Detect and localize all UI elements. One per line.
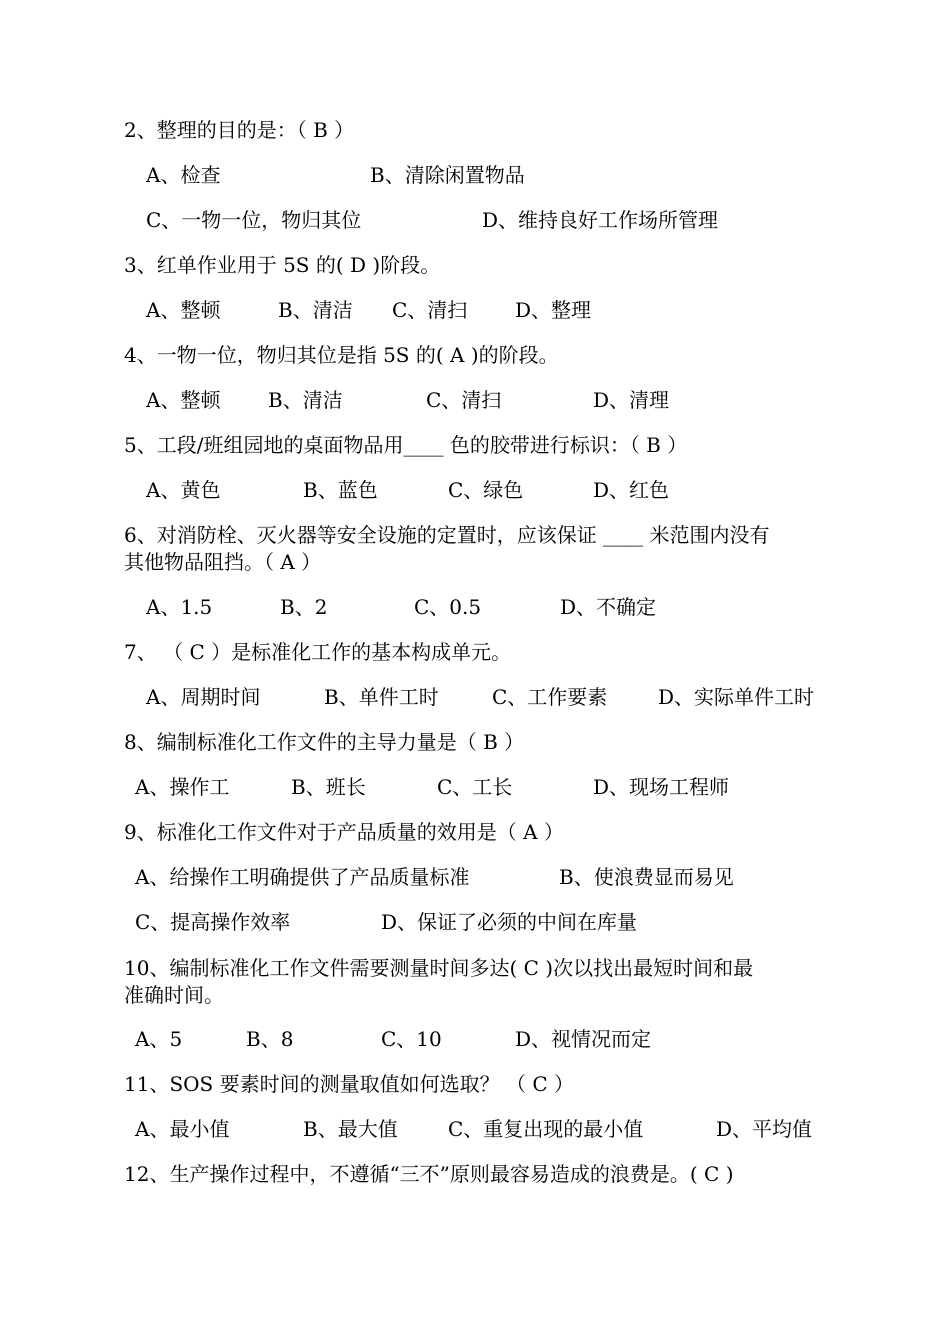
question-10-line-1: 10、编制标准化工作文件需要测量时间多达( C )次以找出最短时间和最 [124,956,754,980]
option: A、周期时间 [146,685,261,709]
question-10-line-2: 准确时间。 [124,983,224,1007]
option: A、检查 [146,163,221,187]
question-11: 11、SOS 要素时间的测量取值如何选取？ （ C ） [124,1072,574,1096]
option: C、提高操作效率 [135,910,291,934]
question-4: 4、一物一位，物归其位是指 5S 的( A )的阶段。 [124,343,559,367]
option: B、8 [246,1027,294,1051]
option: D、平均值 [716,1117,813,1141]
option: B、班长 [291,775,366,799]
option: C、重复出现的最小值 [448,1117,644,1141]
option: C、清扫 [392,298,468,322]
option: D、现场工程师 [593,775,730,799]
option: A、给操作工明确提供了产品质量标准 [135,865,470,889]
option: B、2 [280,595,328,619]
option: D、维持良好工作场所管理 [482,208,719,232]
option: D、整理 [515,298,592,322]
question-8: 8、编制标准化工作文件的主导力量是（ B ） [124,730,525,754]
option: A、最小值 [135,1117,230,1141]
option: B、清洁 [268,388,343,412]
option: A、整顿 [146,388,221,412]
option: B、清洁 [278,298,353,322]
option: B、单件工时 [324,685,439,709]
option: D、保证了必须的中间在库量 [381,910,638,934]
option: D、实际单件工时 [658,685,815,709]
question-12: 12、生产操作过程中，不遵循“三不”原则最容易造成的浪费是。( C ) [124,1162,734,1186]
option: B、蓝色 [303,478,378,502]
option: C、工作要素 [492,685,608,709]
option: D、清理 [593,388,670,412]
option: A、黄色 [146,478,221,502]
question-6-line-1: 6、对消防栓、灭火器等安全设施的定置时，应该保证 ____ 米范围内没有 [124,523,770,547]
option: A、操作工 [135,775,230,799]
option: C、0.5 [414,595,482,619]
option: D、视情况而定 [515,1027,652,1051]
option: B、最大值 [303,1117,398,1141]
question-5: 5、工段/班组园地的桌面物品用____ 色的胶带进行标识：（ B ） [124,433,688,457]
option: B、清除闲置物品 [370,163,525,187]
question-6-line-2: 其他物品阻挡。（ A ） [124,550,322,574]
option: A、5 [135,1027,183,1051]
option: C、工长 [437,775,513,799]
option: D、红色 [593,478,670,502]
option: A、1.5 [146,595,213,619]
option: C、绿色 [448,478,524,502]
option: C、清扫 [426,388,502,412]
question-7: 7、 （ C ）是标准化工作的基本构成单元。 [124,640,512,664]
option: C、一物一位，物归其位 [146,208,362,232]
option: A、整顿 [146,298,221,322]
question-9: 9、标准化工作文件对于产品质量的效用是（ A ） [124,820,564,844]
option: B、使浪费显而易见 [559,865,734,889]
option: D、不确定 [560,595,657,619]
option: C、10 [381,1027,442,1051]
question-2: 2、整理的目的是：（ B ） [124,118,355,142]
question-3: 3、红单作业用于 5S 的( D )阶段。 [124,253,441,277]
